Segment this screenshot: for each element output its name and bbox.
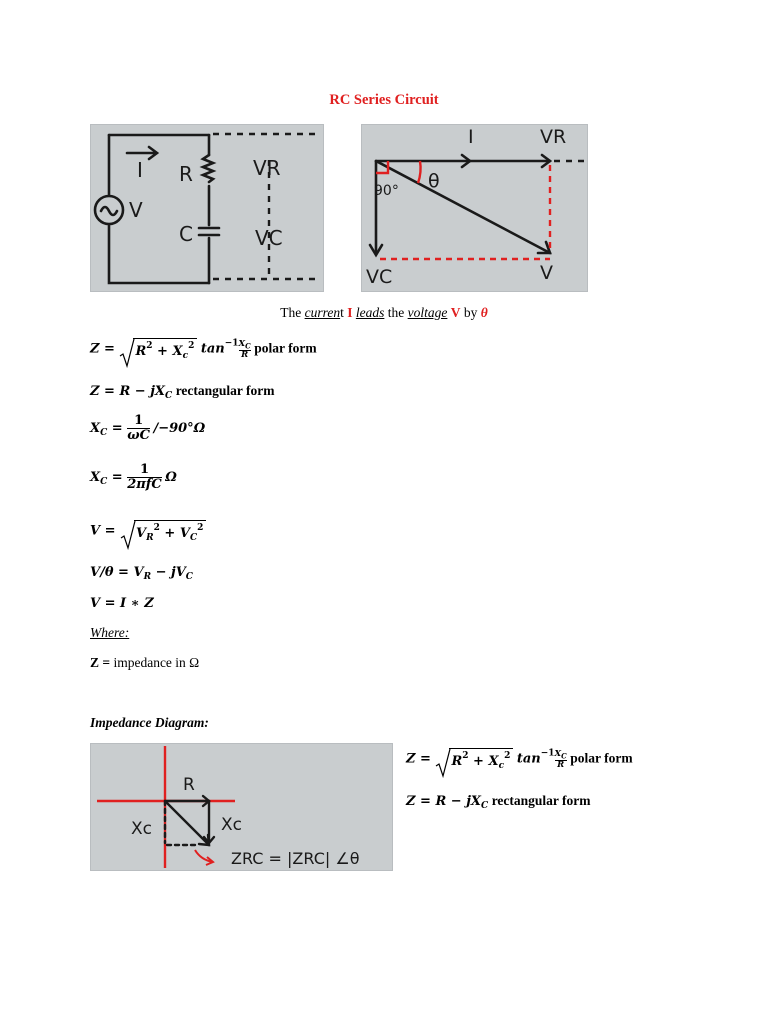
caption-I: I — [347, 305, 353, 320]
impedance-heading: Impedance Diagram: — [90, 715, 209, 730]
caption-voltage: voltage — [407, 305, 448, 320]
label-VC: VC — [255, 226, 283, 250]
label-C: C — [179, 222, 193, 246]
label-VR: VR — [253, 156, 281, 180]
impedance-label-xc-left: Xc — [131, 819, 152, 839]
phasor-label-theta: θ — [428, 170, 440, 192]
equation-impedance-polar: Z = $R^2 + X_c^2$ $\tan^{-1}$ $\frac{X_C}{R}$ polar form — [90, 338, 317, 361]
label-source-V: V — [129, 198, 143, 222]
equation-impedance-polar-2: Z = $R^2 + X_c^2$ $\tan^{-1}$ $\frac{X_C}{R}$ polar form — [406, 748, 633, 771]
caption-theta: θ — [480, 305, 488, 320]
where-label: Where: — [90, 625, 130, 640]
phasor-label-V: V — [540, 262, 553, 284]
phasor-diagram-drawing — [362, 125, 587, 291]
caption-current: curren — [304, 305, 341, 320]
phasor-label-90: 90° — [374, 183, 399, 199]
circuit-diagram — [90, 124, 324, 292]
impedance-diagram-drawing — [91, 744, 392, 870]
label-current: I — [137, 158, 143, 182]
equation-impedance-rect-2: $Z = R - jX_C$ rectangular form — [406, 793, 591, 811]
phasor-label-VC: VC — [366, 266, 393, 288]
equation-ohms-law: V = I ∗ Z — [90, 596, 154, 611]
where-definition: Z = impedance in Ω — [90, 655, 200, 670]
sqrt-sign: $R^2 + X_c^2$ — [119, 338, 197, 361]
caption-leads: leads — [355, 305, 385, 320]
impedance-diagram — [90, 743, 393, 871]
equation-voltage-phasor: $V/\theta = V_R - jV_C$ — [90, 565, 193, 582]
page-title: RC Series Circuit — [329, 92, 439, 108]
impedance-label-R: R — [183, 775, 195, 795]
caption-V: V — [450, 305, 461, 320]
equation-voltage-magnitude: V = $V_R^2 + V_C^2$ — [90, 520, 206, 543]
equation-xc-omega: $X_C$ = $\frac{1}{\omega C}$ /−90°Ω — [90, 413, 206, 444]
caption: The current I leads the voltage V by θ — [280, 305, 488, 320]
impedance-label-xc-right: Xc — [221, 815, 242, 835]
label-R: R — [179, 162, 193, 186]
circuit-diagram-drawing — [91, 125, 323, 291]
equation-xc-freq: $X_C$ = $\frac{1}{\text{2πfC}}$ Ω — [90, 462, 177, 493]
phasor-label-VR: VR — [540, 126, 567, 148]
phasor-label-I: I — [468, 126, 474, 148]
equation-impedance-rect: $Z = R - jX_C$ rectangular form — [90, 383, 275, 401]
impedance-label-zrc: ZRC = |ZRC| ∠θ — [231, 849, 360, 868]
phasor-diagram — [361, 124, 588, 292]
